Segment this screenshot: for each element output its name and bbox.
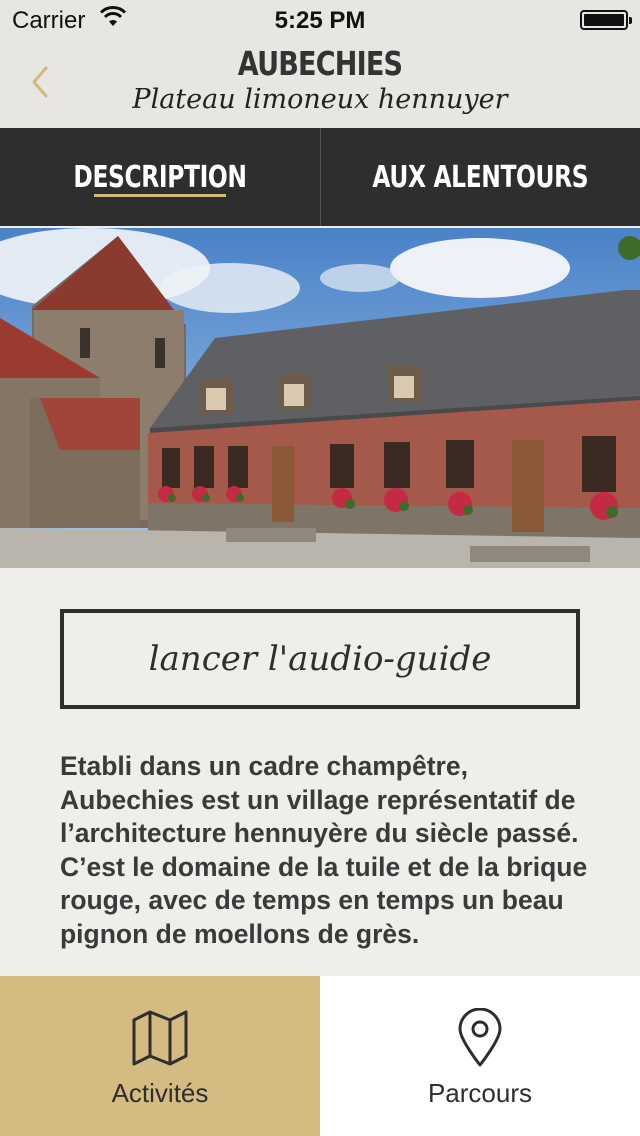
description-text: Etabli dans un cadre champêtre, Aubechies est un village représentatif de l’architecture hennuyère du siècle passé. C’est le domaine de la tuile et de la brique rouge, avec de temps en temps un beau pignon de moellons de grès. [60,751,588,949]
hero-image [0,228,640,568]
tab-parcours-label: Parcours [427,1078,533,1108]
active-tab-indicator [94,194,226,197]
map-icon [130,1008,190,1068]
nav-bar [0,40,640,128]
tab-parcours[interactable] [320,976,640,1136]
bottom-tab-bar [0,976,640,1136]
carrier-label: Carrier [12,7,86,34]
tab-activites[interactable] [0,976,320,1136]
page-title: AUBECHIES [237,44,403,83]
location-pin-icon [457,1008,503,1068]
tab-aux-alentours[interactable] [320,128,640,226]
audio-guide-button[interactable] [60,609,580,709]
status-bar [0,0,640,40]
tab-aux-alentours-label: AUX ALENTOURS [372,159,589,195]
tab-description-label: DESCRIPTION [73,159,247,195]
page-subtitle: Plateau limoneux hennuyer [132,84,508,115]
clock: 5:25 PM [274,7,366,34]
battery-icon [580,10,628,30]
tab-activites-label: Activités [111,1078,209,1108]
tab-description[interactable] [0,128,320,226]
segment-tabs [0,128,640,226]
audio-guide-label: lancer l'audio-guide [148,639,492,679]
